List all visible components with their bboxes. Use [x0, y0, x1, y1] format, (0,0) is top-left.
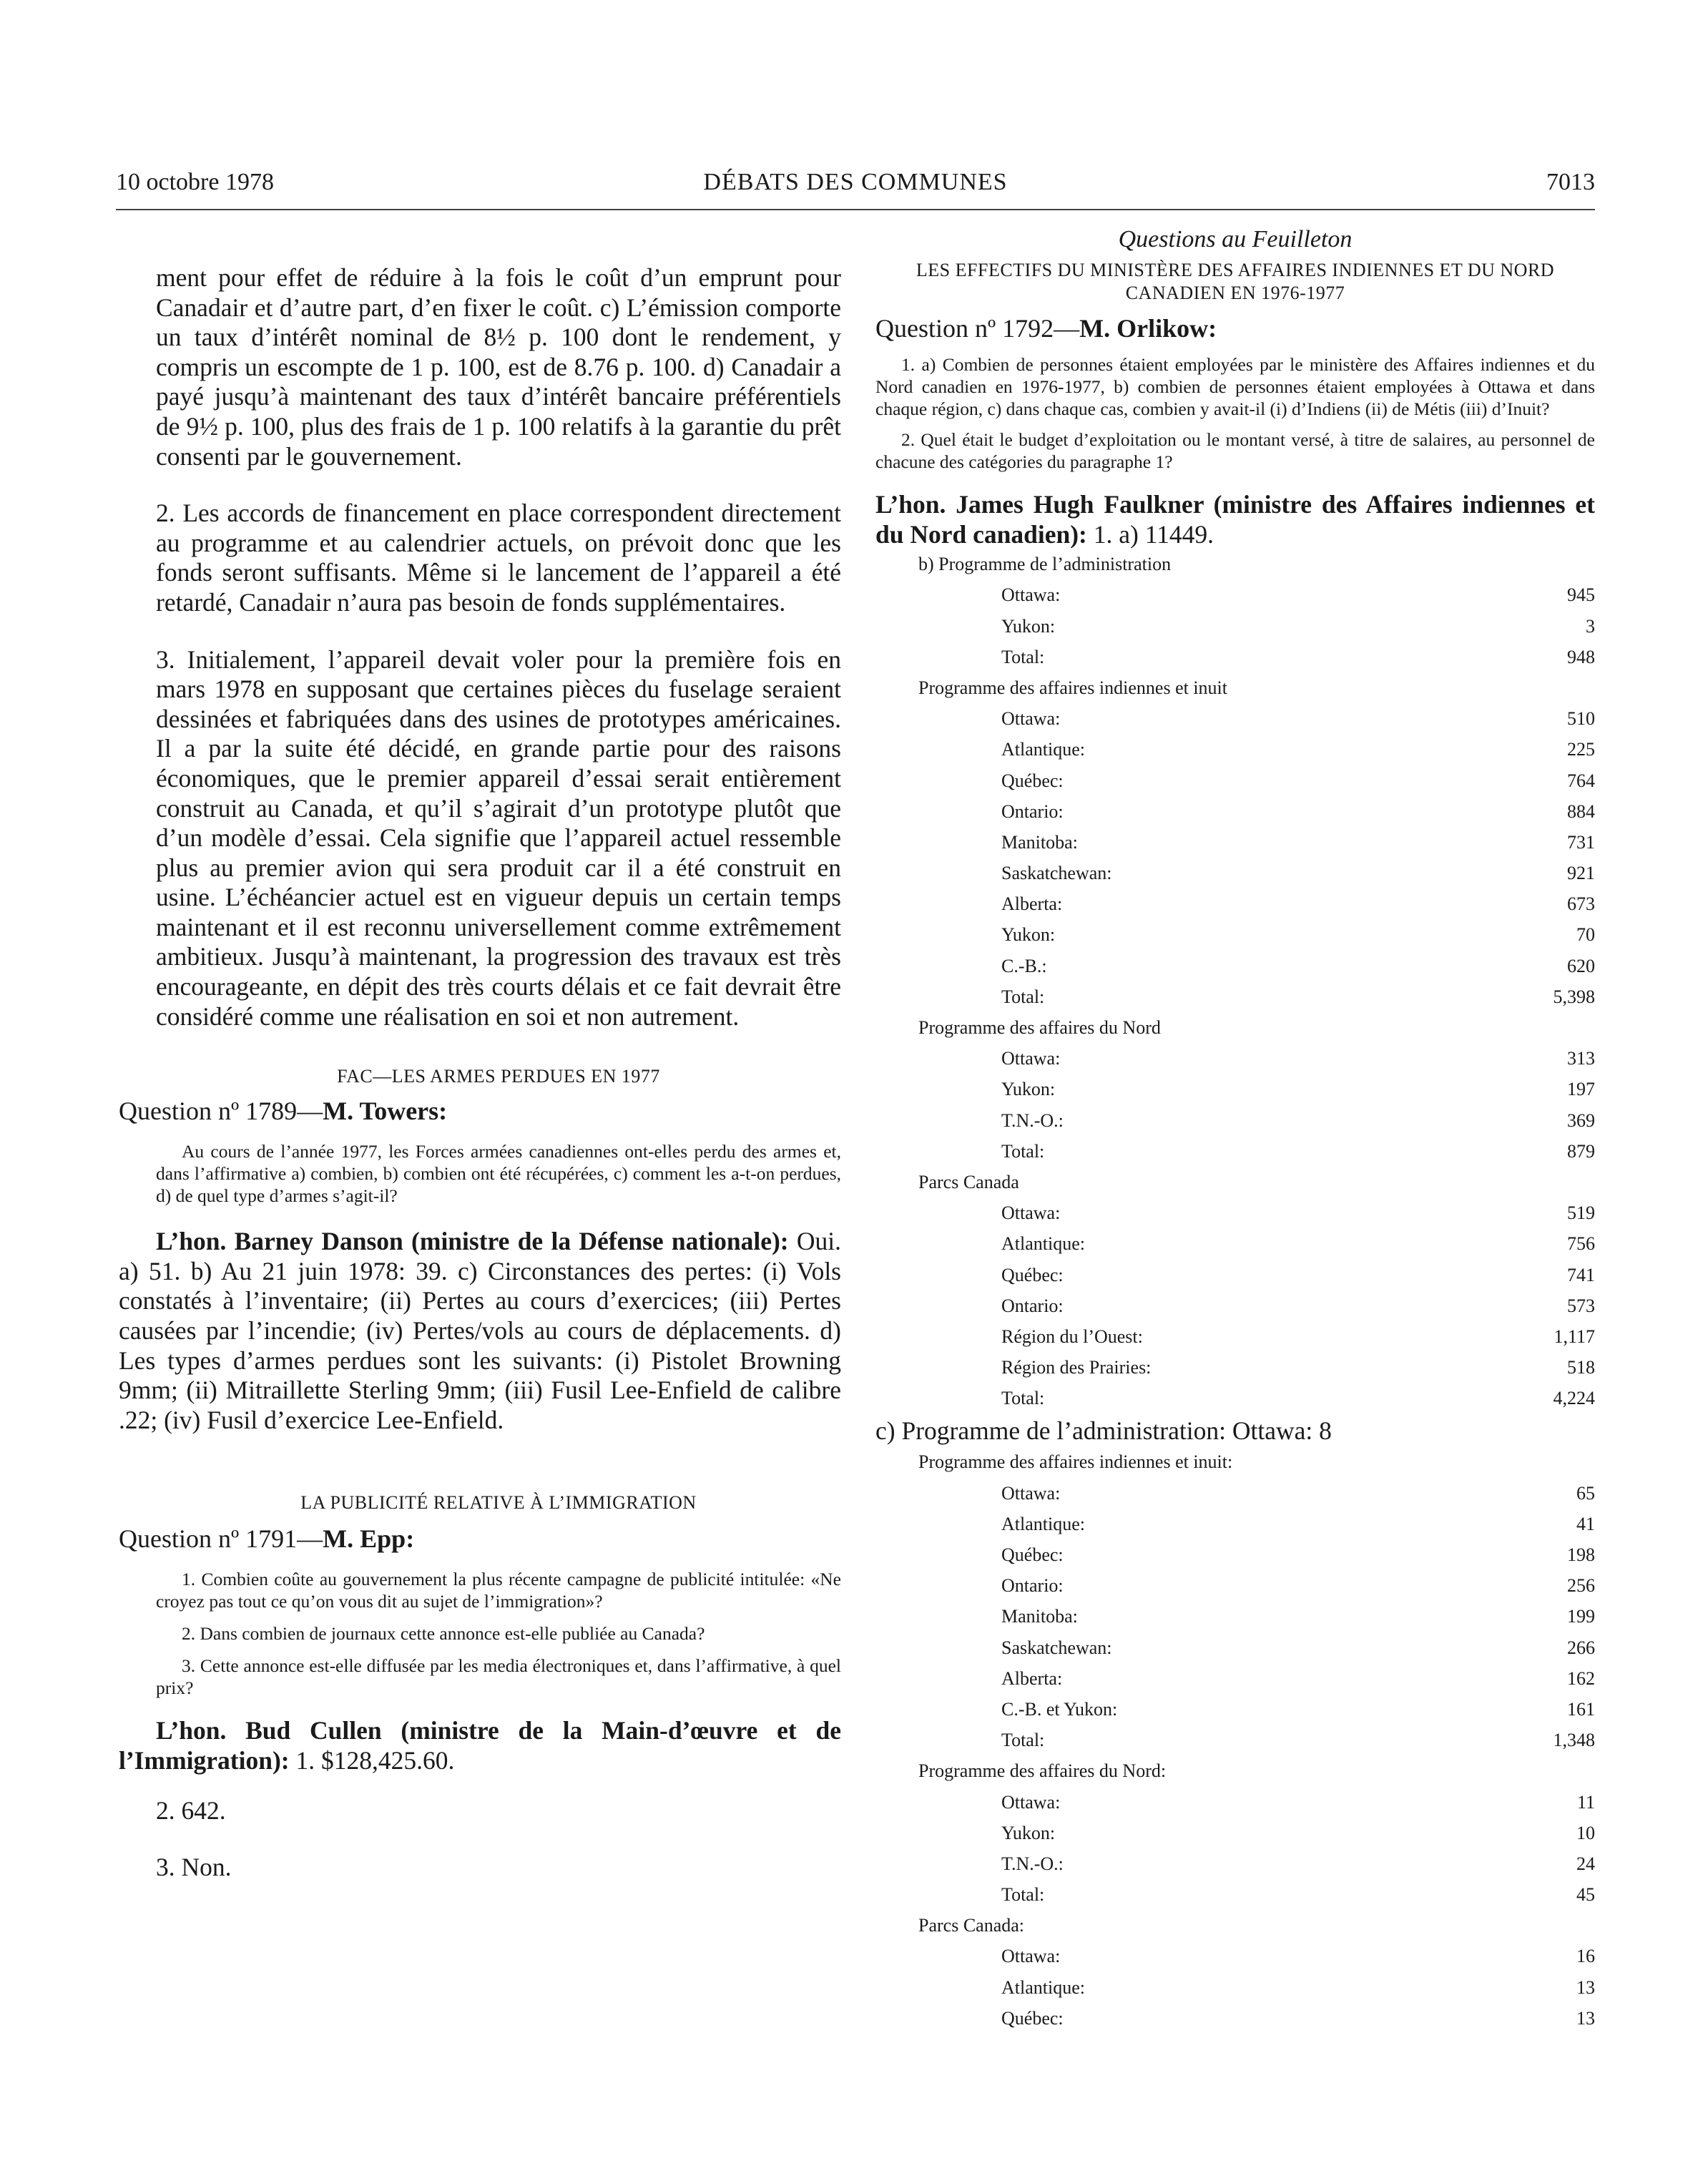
question-number: Question nº 1789— — [119, 1097, 323, 1126]
row-label: Atlantique: — [1001, 1513, 1085, 1534]
paragraph-3: 3. Initialement, l’appareil devait voler pour la première fois en mars 1978 en supposant que certaines pièces du fuselage seraient dessinées et fabriquées dans des usines de prototypes américaines. Il a par la suite été décidé, en grande partie pour des raisons économiques, que le premier appareil d’essai serait entièrement construit au Canada, et qu’il s’agirait d’un prototype plutôt que d’un modèle d’essai. Cela signifie que l’appareil actuel ressemble plus au premier avion qui sera produit car il a été construit en usine. L’échéancier actuel est en vigueur depuis un certain temps maintenant et il est reconnu universellement comme extrêmement ambitieux. Jusqu’à maintenant, la progression des travaux est très encourageante, en dépit des très courts délais et ce fait devrait être considéré comme une réalisation en soi et non autrement. — [156, 645, 841, 1031]
row-value: 13 — [1576, 1976, 1595, 1998]
table-row — [875, 766, 1595, 797]
row-value: 11 — [1576, 1791, 1595, 1813]
staff-table — [875, 549, 1595, 2034]
row-value: 24 — [1576, 1853, 1595, 1874]
row-label: Saskatchewan: — [1001, 1637, 1112, 1658]
row-label: C.-B. et Yukon: — [1001, 1698, 1118, 1720]
row-label: Total: — [1001, 1388, 1045, 1409]
section-heading-fac: FAC—LES ARMES PERDUES EN 1977 — [337, 1066, 660, 1087]
row-label: Alberta: — [1001, 893, 1063, 915]
row-label: Manitoba: — [1001, 831, 1078, 853]
table-row — [875, 1509, 1595, 1540]
question-author: M. Epp: — [323, 1524, 415, 1554]
row-value: 510 — [1567, 708, 1595, 730]
row-value: 921 — [1567, 863, 1595, 884]
row-value: 41 — [1576, 1513, 1595, 1534]
table-row — [875, 1383, 1595, 1414]
answer-1791-part-2: 2. 642. — [156, 1795, 226, 1825]
row-value: 620 — [1567, 955, 1595, 976]
feuilleton-heading: Questions au Feuilleton — [1118, 226, 1353, 253]
left-column — [119, 215, 842, 1883]
row-value: 65 — [1576, 1482, 1595, 1504]
section-heading-immigration: LA PUBLICITÉ RELATIVE À L’IMMIGRATION — [300, 1492, 697, 1514]
row-value: 45 — [1576, 1884, 1595, 1906]
row-value: 1,117 — [1554, 1325, 1595, 1347]
table-row — [875, 1664, 1595, 1695]
table-row — [875, 1353, 1595, 1383]
table-row — [875, 1291, 1595, 1322]
table-row — [875, 828, 1595, 858]
table-row — [875, 1880, 1595, 1911]
row-label: Ottawa: — [1001, 708, 1061, 730]
answer-speaker: L’hon. James Hugh Faulkner (ministre des Affaires indiennes et du Nord canadien): — [875, 490, 1595, 549]
answer-1791 — [119, 1716, 841, 1775]
row-value: 741 — [1567, 1264, 1595, 1285]
question-1791 — [119, 1524, 841, 1554]
table-row — [875, 1322, 1595, 1353]
row-label: Programme des affaires indiennes et inuit — [918, 677, 1228, 698]
table-row — [875, 1788, 1595, 1818]
row-value: 161 — [1567, 1698, 1595, 1720]
table-row — [875, 1167, 1595, 1198]
row-value: 673 — [1567, 893, 1595, 915]
row-label: Saskatchewan: — [1001, 863, 1112, 884]
question-number: Question nº 1791— — [119, 1524, 323, 1554]
header-date: 10 octobre 1978 — [116, 169, 274, 195]
answer-speaker: L’hon. Barney Danson (ministre de la Défense nationale): — [156, 1227, 789, 1256]
table-row — [875, 1725, 1595, 1756]
table-row — [875, 797, 1595, 828]
row-label: Québec: — [1001, 770, 1064, 791]
question-author: M. Orlikow: — [1079, 314, 1217, 343]
row-value: 369 — [1567, 1109, 1595, 1131]
table-row — [875, 920, 1595, 951]
table-row — [875, 1818, 1595, 1849]
question-author: M. Towers: — [323, 1097, 448, 1126]
question-1792 — [875, 313, 1595, 343]
row-label: Ontario: — [1001, 1295, 1064, 1316]
table-row — [875, 1911, 1595, 1941]
table-row — [875, 1137, 1595, 1167]
table-row — [875, 858, 1595, 889]
row-label: b) Programme de l’administration — [918, 554, 1172, 575]
row-value: 731 — [1567, 831, 1595, 853]
paragraph-2: 2. Les accords de financement en place correspondent directement au programme et au calendrier actuels, on prévoit donc que les fonds seront suffisants. Même si le lancement de l’appareil a été retardé, Canadair n’aura pas besoin de fonds supplémentaires. — [156, 499, 841, 617]
table-row — [875, 1633, 1595, 1664]
row-value: 5,398 — [1553, 986, 1595, 1007]
row-label: Ottawa: — [1001, 1048, 1061, 1069]
row-label: Ottawa: — [1001, 1202, 1061, 1224]
right-column — [875, 215, 1595, 2034]
table-row — [875, 1479, 1595, 1509]
row-label: Parcs Canada — [918, 1171, 1019, 1192]
row-label: Programme des affaires du Nord: — [918, 1760, 1167, 1782]
row-value: 70 — [1576, 924, 1595, 946]
row-label: Yukon: — [1001, 1079, 1056, 1100]
section-heading-effectifs: LES EFFECTIFS DU MINISTÈRE DES AFFAIRES INDIENNES ET DU NORD CANADIEN EN 1976-1977 — [916, 260, 1555, 303]
question-1791-part-2: 2. Dans combien de journaux cette annonce est-elle publiée au Canada? — [182, 1623, 705, 1645]
row-label: Parcs Canada: — [918, 1915, 1025, 1936]
table-row — [875, 1602, 1595, 1632]
answer-text: 1. a) 11449. — [1086, 519, 1214, 549]
row-label: C.-B.: — [1001, 955, 1047, 976]
row-label: Total: — [1001, 1730, 1045, 1751]
table-row — [875, 1695, 1595, 1725]
row-label: T.N.-O.: — [1001, 1853, 1064, 1874]
row-label: Alberta: — [1001, 1667, 1063, 1689]
row-value: 764 — [1567, 770, 1595, 791]
table-row — [875, 1756, 1595, 1787]
row-label: Québec: — [1001, 1544, 1064, 1565]
row-value: 945 — [1567, 584, 1595, 606]
row-value: 948 — [1567, 646, 1595, 667]
paragraph-continuation: ment pour effet de réduire à la fois le coût d’un emprunt pour Canadair et d’autre part, d’en fixer le coût. c) L’émission comporte un taux d’intérêt nominal de 8½ p. 100 dont le rendement, y compris un escompte de 1 p. 100, est de 8.76 p. 100. d) Canadair a payé jusqu’à maintenant des taux d’intérêt bancaire préférentiels de 9½ p. 100, plus des frais de 1 p. 100 relatifs à la garantie du prêt consenti par le gouvernement. — [156, 263, 841, 471]
table-row — [875, 549, 1595, 580]
row-label: Programme des affaires indiennes et inuit: — [918, 1451, 1233, 1473]
row-label: Total: — [1001, 646, 1045, 667]
row-label: Yukon: — [1001, 615, 1056, 637]
row-label: Atlantique: — [1001, 739, 1085, 760]
table-row — [875, 982, 1595, 1013]
row-label: Atlantique: — [1001, 1233, 1085, 1255]
question-1791-part-1: 1. Combien coûte au gouvernement la plus récente campagne de publicité intitulée: «Ne croyez pas tout ce qu’on vous dit au sujet de l’immigration»? — [156, 1569, 841, 1612]
table-row — [875, 889, 1595, 920]
table-row — [875, 2004, 1595, 2034]
row-label: Yukon: — [1001, 924, 1056, 946]
row-value: 10 — [1576, 1822, 1595, 1843]
row-value: 13 — [1576, 2007, 1595, 2029]
row-label: c) Programme de l’administration: Ottawa: 8 — [875, 1416, 1332, 1446]
row-value: 518 — [1567, 1357, 1595, 1378]
row-value: 225 — [1567, 739, 1595, 760]
question-number: Question nº 1792— — [875, 314, 1080, 343]
row-value: 199 — [1567, 1606, 1595, 1627]
row-value: 256 — [1567, 1575, 1595, 1597]
table-row — [875, 1540, 1595, 1571]
row-value: 162 — [1567, 1667, 1595, 1689]
row-label: Manitoba: — [1001, 1606, 1078, 1627]
table-row — [875, 1941, 1595, 1972]
row-label: Total: — [1001, 1140, 1045, 1162]
row-value: 519 — [1567, 1202, 1595, 1224]
table-row — [875, 642, 1595, 673]
row-label: Yukon: — [1001, 1822, 1056, 1843]
answer-1791-part-3: 3. Non. — [156, 1853, 232, 1882]
row-label: Ottawa: — [1001, 1791, 1061, 1813]
table-row — [875, 1849, 1595, 1880]
row-value: 266 — [1567, 1637, 1595, 1658]
row-label: Québec: — [1001, 1264, 1064, 1285]
table-row — [875, 1013, 1595, 1044]
row-label: Ottawa: — [1001, 1482, 1061, 1504]
answer-speaker: L’hon. Bud Cullen (ministre de la Main-d’œuvre et de l’Immigration): — [119, 1716, 841, 1775]
row-label: Ontario: — [1001, 800, 1064, 822]
table-row — [875, 1447, 1595, 1478]
table-row — [875, 1106, 1595, 1137]
question-1789 — [119, 1096, 841, 1126]
table-row — [875, 580, 1595, 611]
page-number: 7013 — [1546, 169, 1595, 195]
table-row — [875, 673, 1595, 704]
row-label: Région du l’Ouest: — [1001, 1325, 1143, 1347]
row-value: 884 — [1567, 800, 1595, 822]
row-label: Ottawa: — [1001, 1946, 1061, 1967]
row-value: 16 — [1576, 1946, 1595, 1967]
row-label: Atlantique: — [1001, 1976, 1085, 1998]
row-label: Ottawa: — [1001, 584, 1061, 606]
question-1792-part-1: 1. a) Combien de personnes étaient employées par le ministère des Affaires indiennes et du Nord canadien en 1976-1977, b) combien de personnes étaient employées à Ottawa et dans chaque région, c) dans chaque cas, combien y avait-il (i) d’Indiens (ii) de Métis (iii) d’Inuit? — [875, 354, 1595, 419]
table-row — [875, 1229, 1595, 1260]
question-1792-part-2: 2. Quel était le budget d’exploitation ou le montant versé, à titre de salaires, au personnel de chacune des catégories du paragraphe 1? — [875, 429, 1595, 472]
table-row — [875, 612, 1595, 642]
table-row — [875, 1414, 1595, 1447]
page-header — [116, 169, 1595, 210]
row-label: Total: — [1001, 986, 1045, 1007]
row-value: 1,348 — [1553, 1730, 1595, 1751]
table-row — [875, 1973, 1595, 2004]
table-row — [875, 1260, 1595, 1291]
table-row — [875, 704, 1595, 735]
table-row — [875, 951, 1595, 982]
answer-text: Oui. a) 51. b) Au 21 juin 1978: 39. c) Circonstances des pertes: (i) Vols constatés à l’inventaire; (ii) Pertes au cours d’exercices; (iii) Pertes causées par l’incendie; (iv) Pertes/vols au cours de déplacements. d) Les types d’armes perdues sont les suivants: (i) Pistolet Browning 9mm; (ii) Mitraillette Sterling 9mm; (iii) Fusil Lee-Enfield de calibre .22; (iv) Fusil d’exercice Lee-Enfield. — [119, 1227, 842, 1434]
row-value: 197 — [1567, 1079, 1595, 1100]
table-row — [875, 735, 1595, 765]
question-1791-part-3: 3. Cette annonce est-elle diffusée par les media électroniques et, dans l’affirmative, à quel prix? — [156, 1655, 841, 1699]
row-value: 3 — [1586, 615, 1595, 637]
row-value: 4,224 — [1553, 1388, 1595, 1409]
row-label: T.N.-O.: — [1001, 1109, 1064, 1131]
row-label: Programme des affaires du Nord — [918, 1017, 1161, 1038]
row-value: 573 — [1567, 1295, 1595, 1316]
header-title: DÉBATS DES COMMUNES — [703, 169, 1008, 195]
row-value: 313 — [1567, 1048, 1595, 1069]
answer-1789 — [119, 1227, 841, 1435]
row-label: Québec: — [1001, 2007, 1064, 2029]
row-value: 879 — [1567, 1140, 1595, 1162]
answer-1792 — [875, 490, 1595, 549]
answer-text: 1. $128,425.60. — [289, 1746, 455, 1775]
question-text-1789: Au cours de l’année 1977, les Forces armées canadiennes ont-elles perdu des armes et, dans l’affirmative a) combien, b) combien ont été récupérées, c) comment les a-t-on perdues, d) de quel type d’armes s’agit-il? — [156, 1141, 841, 1207]
row-value: 198 — [1567, 1544, 1595, 1565]
table-row — [875, 1044, 1595, 1074]
row-label: Ontario: — [1001, 1575, 1064, 1597]
row-value: 756 — [1567, 1233, 1595, 1255]
table-row — [875, 1074, 1595, 1105]
table-row — [875, 1198, 1595, 1229]
row-label: Total: — [1001, 1884, 1045, 1906]
row-label: Région des Prairies: — [1001, 1357, 1152, 1378]
table-row — [875, 1571, 1595, 1602]
